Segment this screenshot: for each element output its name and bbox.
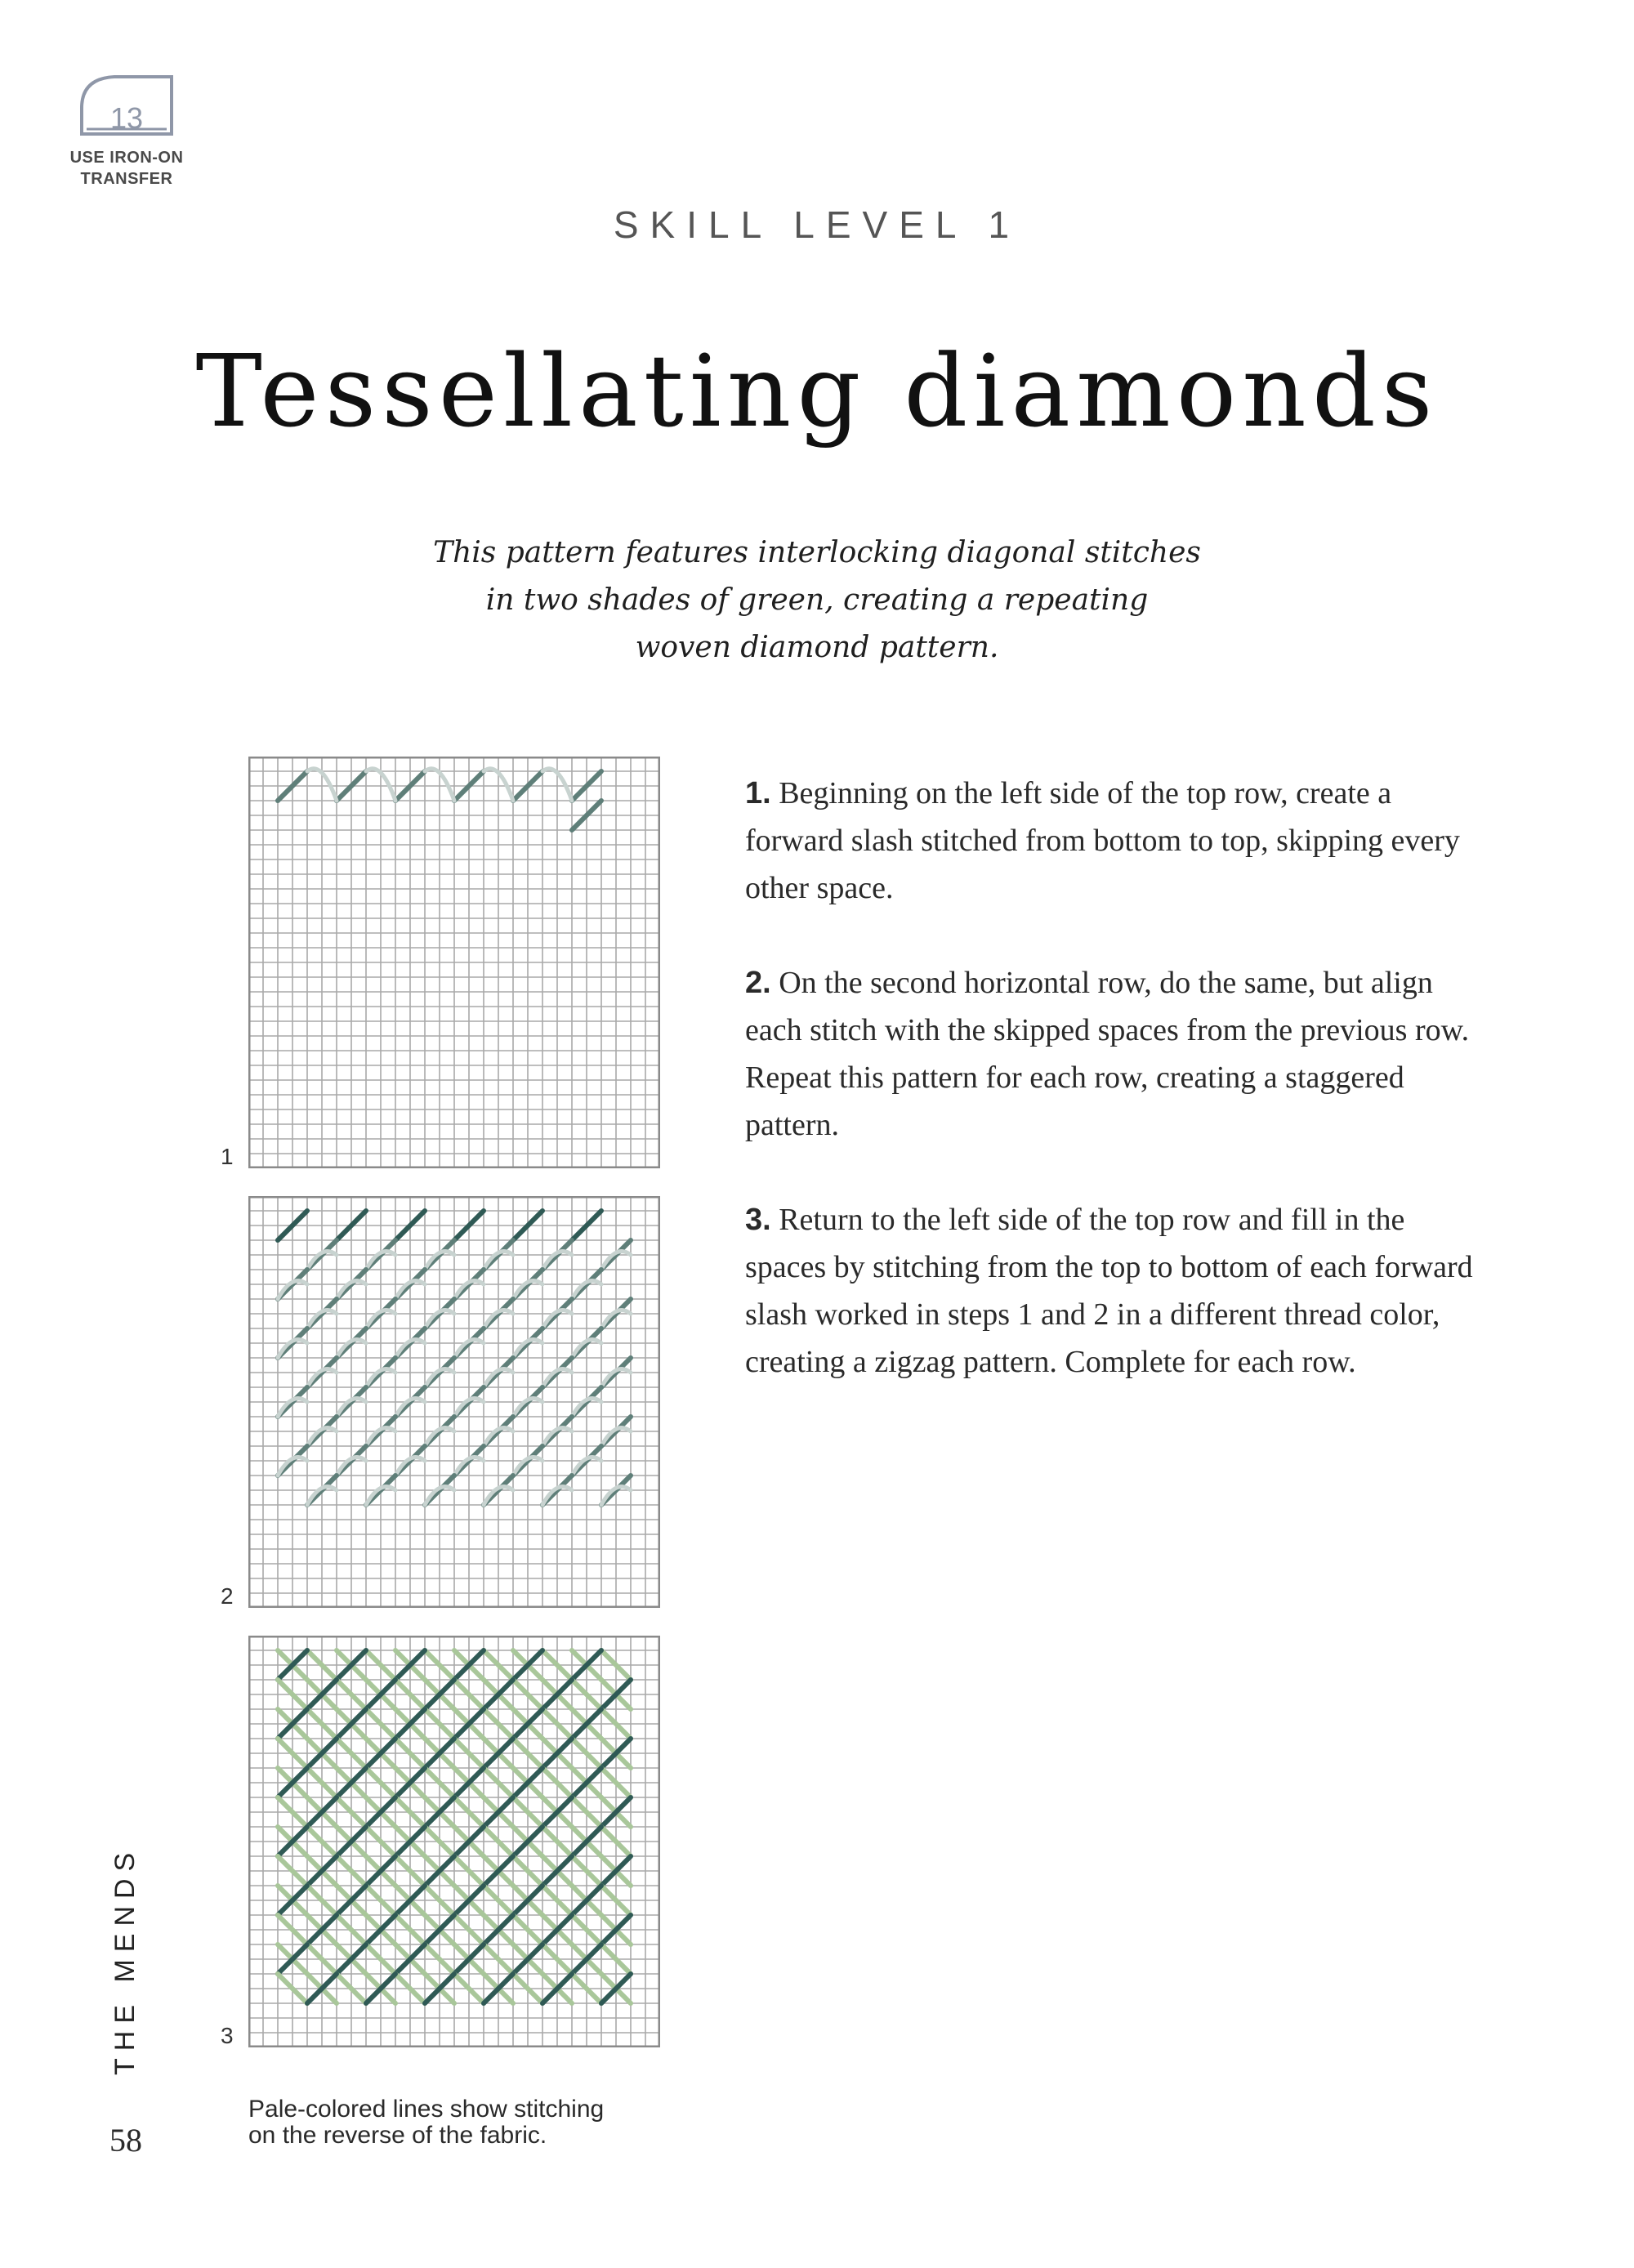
section-label: THE MENDS (109, 1845, 141, 2075)
instructions (745, 770, 1480, 1433)
stitch-grid-2 (248, 1196, 660, 1608)
diagram-caption (248, 2096, 604, 2149)
diagram-label-2: 2 (221, 1583, 234, 1609)
step-number: 2. (745, 966, 771, 1000)
step-1 (745, 770, 1480, 912)
stitch-diagram-3 (248, 1636, 660, 2047)
stitch-grid-3 (248, 1636, 660, 2047)
step-number: 1. (745, 776, 771, 810)
page-title: Tessellating diamonds (195, 333, 1439, 449)
intro-line-1: This pattern features interlocking diagonal stitches (433, 536, 1201, 569)
stitch-grid-1 (248, 757, 660, 1168)
intro-line-2: in two shades of green, creating a repeating (485, 583, 1149, 617)
intro-text (0, 529, 1634, 672)
step-text: Beginning on the left side of the top row, create a forward slash stitched from bottom to top, skipping every other space. (745, 776, 1460, 905)
iron-on-transfer-badge (49, 59, 204, 190)
page-number: 58 (109, 2122, 142, 2159)
caption-line-1: Pale-colored lines show stitching (248, 2096, 605, 2123)
skill-level: SKILL LEVEL 1 (613, 203, 1021, 246)
transfer-label-line2: TRANSFER (80, 170, 173, 188)
stitch-diagram-1 (248, 757, 660, 1168)
step-2 (745, 959, 1480, 1149)
caption-line-2: on the reverse of the fabric. (248, 2122, 547, 2149)
diagram-label-3: 3 (221, 2023, 234, 2048)
diagram-label-1: 1 (221, 1144, 234, 1169)
step-text: Return to the left side of the top row and fill in the spaces by stitching from the top to bottom of each forward slash worked in steps 1 and 2 in a different thread color, creating a zigzag pattern. Complete for each row. (745, 1203, 1473, 1379)
step-text: On the second horizontal row, do the same, but align each stitch with the skipped spaces from the previous row. Repeat this pattern for each row, creating a staggered pattern. (745, 966, 1470, 1142)
intro-line-3: woven diamond pattern. (635, 631, 999, 664)
transfer-label-line1: USE IRON-ON (69, 149, 184, 167)
stitch-diagram-2 (248, 1196, 660, 1608)
step-number: 3. (745, 1203, 771, 1237)
transfer-number: 13 (109, 101, 144, 135)
step-3 (745, 1196, 1480, 1386)
